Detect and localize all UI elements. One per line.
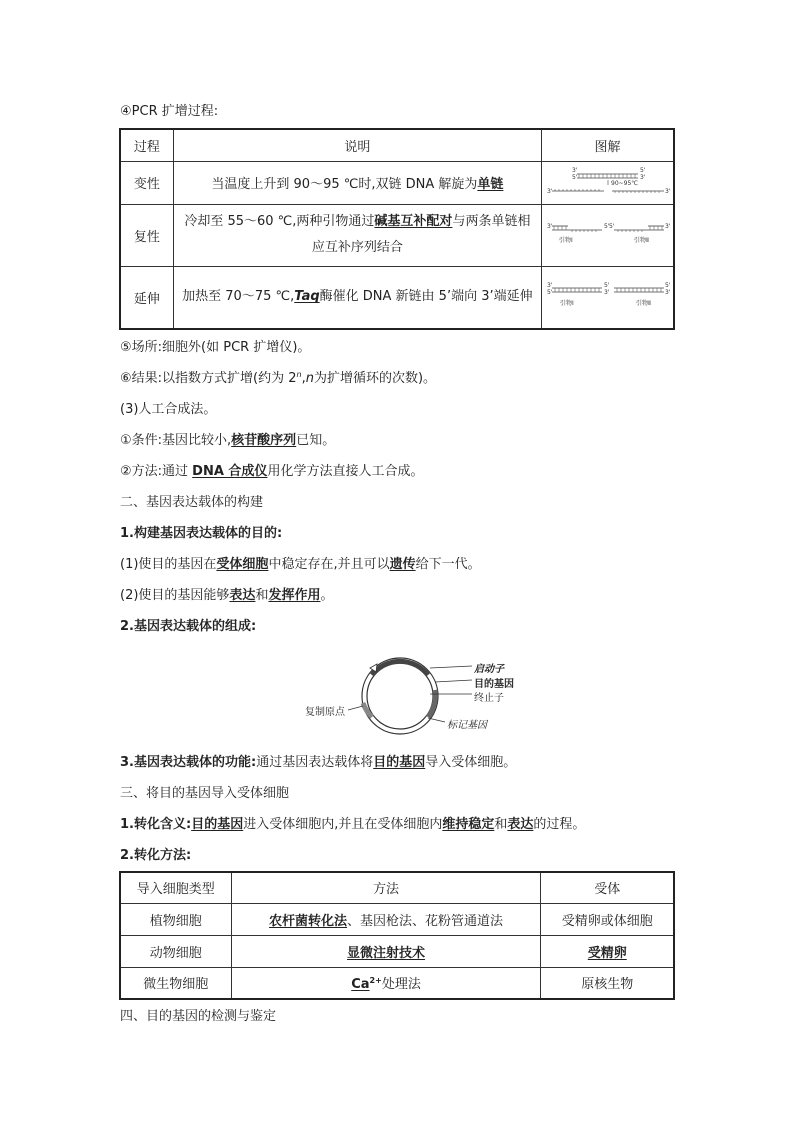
desc-keyword: 碱基互补配对: [374, 214, 453, 229]
transfer-header-row: [120, 872, 674, 903]
step-description: [173, 266, 541, 329]
method-cell: 农杆菌转化法、基因枪法、花粉管通道法: [231, 903, 541, 935]
desc-text: 当温度上升到 90～95 ℃时,双链 DNA 解旋为: [211, 177, 478, 192]
desc-keyword: 单链: [477, 177, 504, 192]
header-receptor: 受体: [541, 872, 674, 903]
strand-end-label: 5': [603, 223, 609, 230]
transformation-table: [119, 871, 675, 1000]
strand-end-label: 5': [571, 173, 577, 181]
desc-text: 与两条单链相应互补序列结合: [311, 214, 531, 255]
header-method: 方法: [231, 872, 541, 903]
primer-label: 引物Ⅱ: [635, 300, 651, 308]
desc-text: 加热至 70～75 ℃,: [182, 289, 295, 305]
section-heading-2: 二、基因表达载体的构建: [120, 495, 264, 510]
purpose-item-1: (1)使目的基因在受体细胞中稳定存在,并且可以遗传给下一代。: [120, 557, 481, 572]
transfer-row-animal: [120, 935, 674, 967]
keyword: 目的基因: [373, 755, 426, 770]
header-process: 过程: [120, 129, 173, 161]
condition-line: ①条件:基因比较小,核苷酸序列已知。: [120, 433, 336, 448]
function-line: 3.基因表达载体的功能:通过基因表达载体将目的基因导入受体细胞。: [120, 755, 517, 770]
location-line: ⑤场所:细胞外(如 PCR 扩增仪)。: [120, 340, 311, 355]
strand-end-label: 3': [639, 173, 645, 181]
pcr-heading: ④PCR 扩增过程:: [120, 104, 219, 119]
keyword: 发挥作用: [268, 588, 321, 603]
cell-type: 微生物细胞: [120, 967, 231, 999]
extend-dna-diagram: [546, 280, 670, 310]
strand-end-label: 3': [571, 166, 577, 174]
desc-text: 酶催化 DNA 新链由 5’端向 3’端延伸: [319, 289, 533, 305]
strand-end-label: 5': [608, 223, 614, 230]
pcr-row-extend: [120, 266, 674, 329]
strand-end-label: 5': [664, 282, 670, 290]
heading-purpose: 1.构建基因表达载体的目的:: [120, 526, 283, 541]
keyword: 核苷酸序列: [231, 433, 297, 448]
pcr-header-row: [120, 129, 674, 161]
temperature-label: 90~95℃: [610, 179, 638, 187]
desc-text: 冷却至 55～60 ℃,两种引物通过: [184, 214, 375, 229]
transfer-row-microbe: [120, 967, 674, 999]
step-label: 变性: [120, 161, 173, 204]
step-description: [173, 161, 541, 204]
strand-end-label: 3': [546, 187, 552, 195]
keyword: 表达: [229, 588, 256, 603]
strand-end-label: 3': [664, 289, 670, 297]
desc-keyword: Taq: [294, 289, 320, 305]
step-label: 延伸: [120, 266, 173, 329]
transfer-row-plant: [120, 903, 674, 935]
strand-end-label: 5': [546, 289, 552, 297]
artificial-synthesis-line: (3)人工合成法。: [120, 402, 217, 417]
section-heading-4: 四、目的基因的检测与鉴定: [120, 1009, 277, 1024]
anneal-diagram: [542, 204, 674, 266]
promoter-label: 启动子: [474, 664, 504, 675]
strand-end-label: 3': [664, 223, 670, 230]
keyword: 显微注射技术: [347, 945, 426, 961]
terminator-label: 终止子: [474, 693, 504, 704]
transformation-definition: 1.转化含义:目的基因进入受体细胞内,并且在受体细胞内维持稳定和表达的过程。: [120, 817, 586, 832]
keyword: 目的基因: [191, 817, 244, 832]
heading-composition: 2.基因表达载体的组成:: [120, 619, 257, 634]
keyword: Ca: [351, 977, 370, 993]
cell-type: 动物细胞: [120, 935, 231, 967]
method-line: ②方法:通过 DNA 合成仪用化学方法直接人工合成。: [120, 464, 424, 479]
keyword: 农杆菌转化法: [269, 913, 348, 929]
keyword: 受精卵: [587, 945, 627, 961]
result-line: ⑥结果:以指数方式扩增(约为 2$^n$,n为扩增循环的次数)。: [120, 370, 437, 386]
keyword: DNA 合成仪: [192, 464, 268, 479]
header-cell-type: 导入细胞类型: [120, 872, 231, 903]
strand-end-label: 3': [546, 223, 552, 230]
section-heading-3: 三、将目的基因导入受体细胞: [120, 786, 290, 801]
anneal-dna-diagram: [546, 218, 670, 248]
target-gene-label: 目的基因: [474, 679, 514, 690]
pcr-row-anneal: [120, 204, 674, 266]
primer-label: 引物Ⅱ: [633, 237, 649, 244]
step-label: 复性: [120, 204, 173, 266]
pcr-row-denature: [120, 161, 674, 204]
primer-label: 引物Ⅰ: [558, 237, 573, 244]
method-cell: $Ca^{2+}$处理法: [231, 967, 541, 999]
step-description: [173, 204, 541, 266]
receptor-cell: [541, 935, 674, 967]
keyword: 维持稳定: [442, 817, 495, 832]
keyword: 受体细胞: [216, 557, 269, 572]
marker-gene-label: 标记基因: [447, 720, 487, 731]
strand-end-label: 5': [639, 166, 645, 174]
cell-type: 植物细胞: [120, 903, 231, 935]
method-cell: [231, 935, 541, 967]
heading-transformation-methods: 2.转化方法:: [120, 848, 192, 863]
receptor-cell: 受精卵或体细胞: [541, 903, 674, 935]
strand-end-label: 3': [546, 282, 552, 290]
origin-label: 复制原点: [305, 707, 345, 718]
header-diagram: 图解: [542, 129, 674, 161]
strand-end-label: 3': [664, 187, 670, 195]
denature-diagram: [542, 161, 674, 204]
purpose-item-2: (2)使目的基因能够表达和发挥作用。: [120, 588, 334, 603]
receptor-cell: 原核生物: [541, 967, 674, 999]
denature-dna-diagram: [546, 166, 670, 196]
header-description: 说明: [173, 129, 541, 161]
keyword: 遗传: [389, 557, 416, 572]
strand-end-label: 3': [603, 289, 609, 297]
extend-diagram: [542, 266, 674, 329]
primer-label: 引物Ⅰ: [559, 300, 574, 308]
strand-end-label: 5': [603, 282, 609, 290]
pcr-table: [119, 128, 675, 330]
keyword: 表达: [507, 817, 534, 832]
